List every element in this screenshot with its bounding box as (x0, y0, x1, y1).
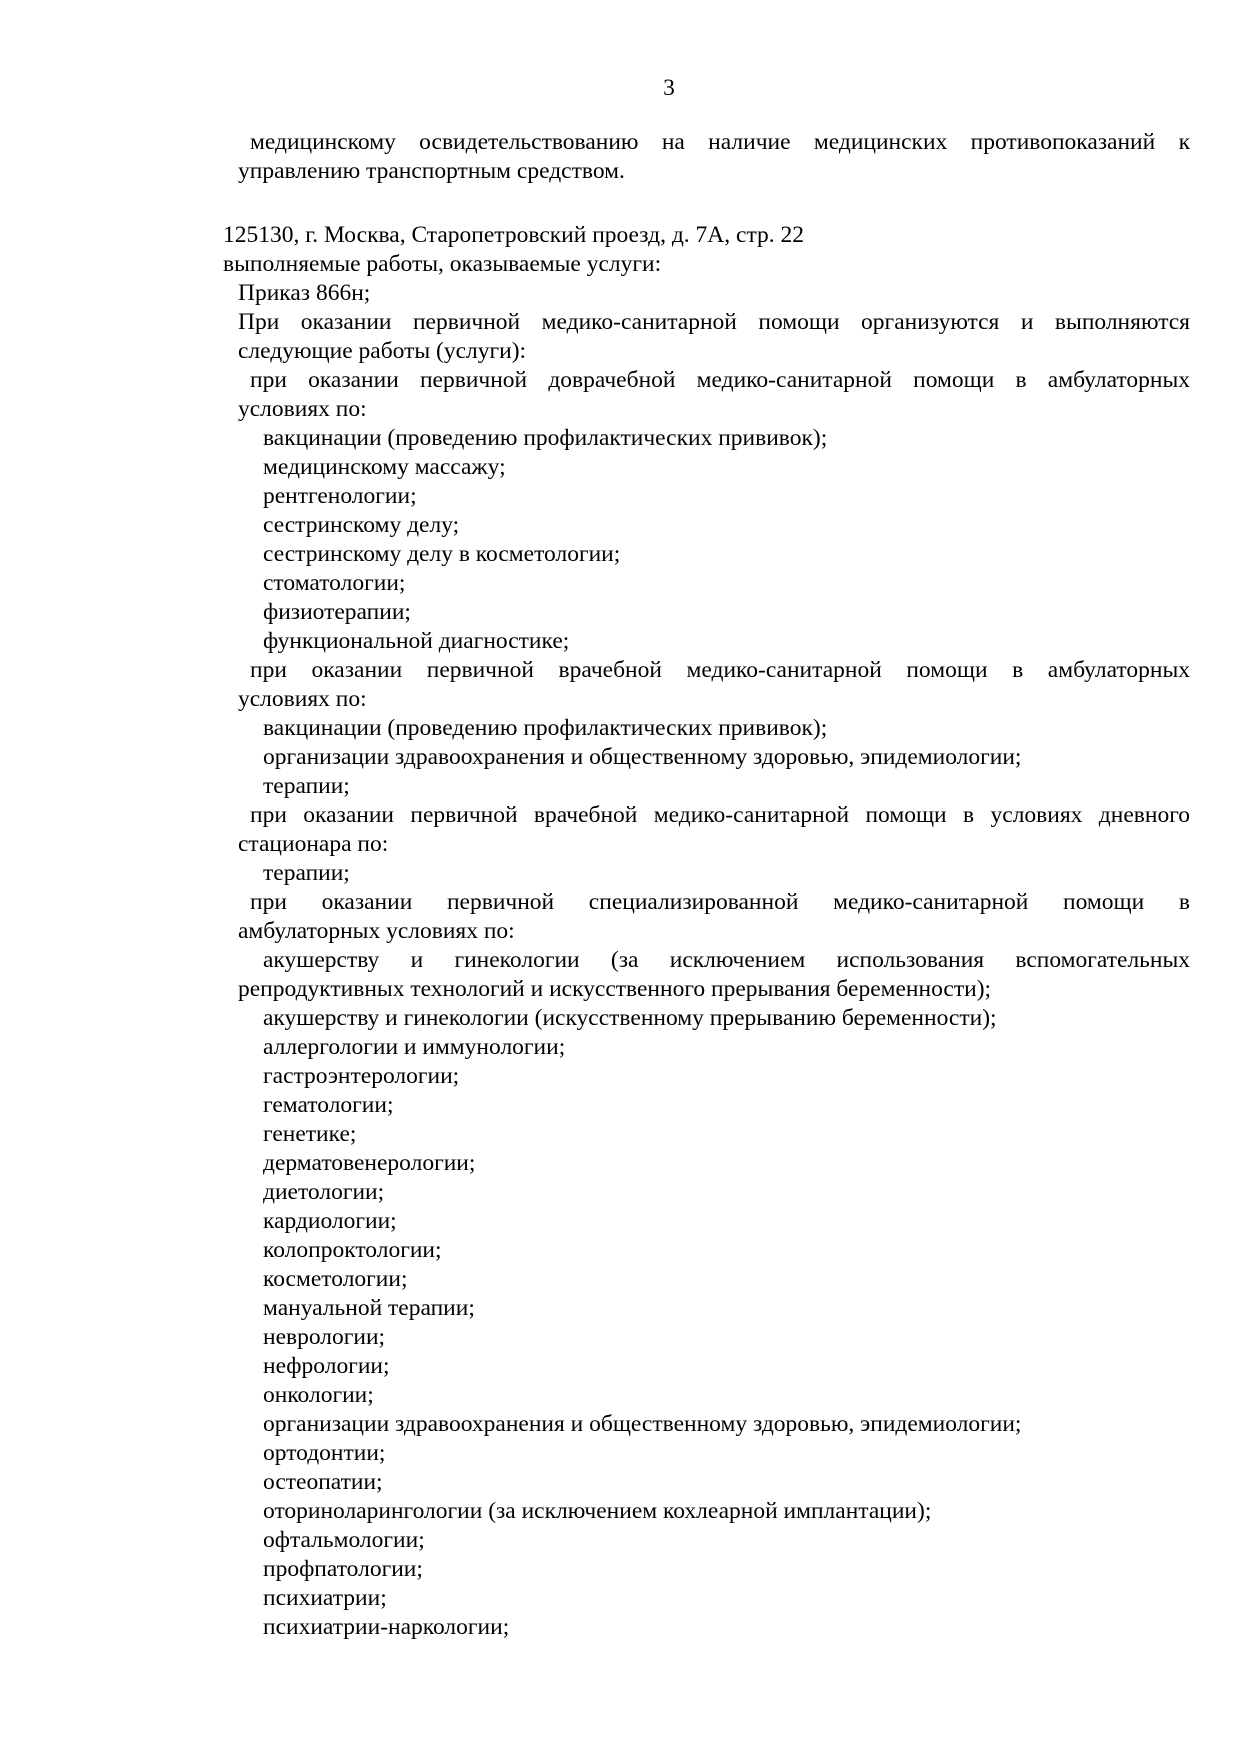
list-item: нефрологии; (263, 1353, 390, 1379)
list-item: гастроэнтерологии; (263, 1063, 460, 1089)
list-item: при оказании первичной врачебной медико-санитарной помощи в амбулаторных (250, 657, 1190, 683)
section-heading: выполняемые работы, оказываемые услуги: (223, 251, 662, 277)
list-item: условиях по: (238, 396, 367, 422)
list-item: аллергологии и иммунологии; (263, 1034, 566, 1060)
list-item: рентгенологии; (263, 483, 417, 509)
list-item: физиотерапии; (263, 599, 411, 625)
list-item: следующие работы (услуги): (238, 338, 527, 364)
list-item: организации здравоохранения и общественному здоровью, эпидемиологии; (263, 744, 1022, 770)
address: 125130, г. Москва, Старопетровский проезд, д. 7А, стр. 22 (223, 222, 805, 248)
list-item: профпатологии; (263, 1556, 423, 1582)
list-item: ортодонтии; (263, 1440, 386, 1466)
intro-line: медицинскому освидетельствованию на наличие медицинских противопоказаний к (250, 129, 1190, 155)
list-item: неврологии; (263, 1324, 386, 1350)
order-reference: Приказ 866н; (238, 280, 371, 306)
list-item: медицинскому массажу; (263, 454, 506, 480)
list-item: офтальмологии; (263, 1527, 425, 1553)
list-item: при оказании первичной доврачебной медико-санитарной помощи в амбулаторных (250, 367, 1190, 393)
list-item: диетологии; (263, 1179, 385, 1205)
list-item: акушерству и гинекологии (искусственному прерыванию беременности); (263, 1005, 997, 1031)
list-item: условиях по: (238, 686, 367, 712)
list-item: стоматологии; (263, 570, 406, 596)
list-item: сестринскому делу; (263, 512, 460, 538)
list-item: амбулаторных условиях по: (238, 918, 515, 944)
list-item: гематологии; (263, 1092, 394, 1118)
list-item: кардиологии; (263, 1208, 397, 1234)
list-item: стационара по: (238, 831, 389, 857)
list-item: акушерству и гинекологии (за исключением использования вспомогательных (263, 947, 1190, 973)
list-item: организации здравоохранения и общественному здоровью, эпидемиологии; (263, 1411, 1022, 1437)
list-item: терапии; (263, 773, 350, 799)
list-item: функциональной диагностике; (263, 628, 570, 654)
list-item: оториноларингологии (за исключением кохлеарной имплантации); (263, 1498, 932, 1524)
list-item: дерматовенерологии; (263, 1150, 476, 1176)
list-item: терапии; (263, 860, 350, 886)
list-item: колопроктологии; (263, 1237, 442, 1263)
list-item: онкологии; (263, 1382, 374, 1408)
list-item: психиатрии-наркологии; (263, 1614, 510, 1640)
list-item: сестринскому делу в косметологии; (263, 541, 621, 567)
list-item: генетике; (263, 1121, 357, 1147)
list-item: при оказании первичной врачебной медико-санитарной помощи в условиях дневного (250, 802, 1190, 828)
intro-line: управлению транспортным средством. (238, 158, 625, 184)
list-item: вакцинации (проведению профилактических прививок); (263, 715, 828, 741)
page-number: 3 (663, 75, 675, 101)
list-item: косметологии; (263, 1266, 408, 1292)
list-item: психиатрии; (263, 1585, 387, 1611)
list-item: при оказании первичной специализированной медико-санитарной помощи в (250, 889, 1190, 915)
list-item: При оказании первичной медико-санитарной помощи организуются и выполняются (238, 309, 1190, 335)
list-item: остеопатии; (263, 1469, 383, 1495)
list-item: репродуктивных технологий и искусственного прерывания беременности); (238, 976, 992, 1002)
list-item: мануальной терапии; (263, 1295, 475, 1321)
list-item: вакцинации (проведению профилактических прививок); (263, 425, 828, 451)
